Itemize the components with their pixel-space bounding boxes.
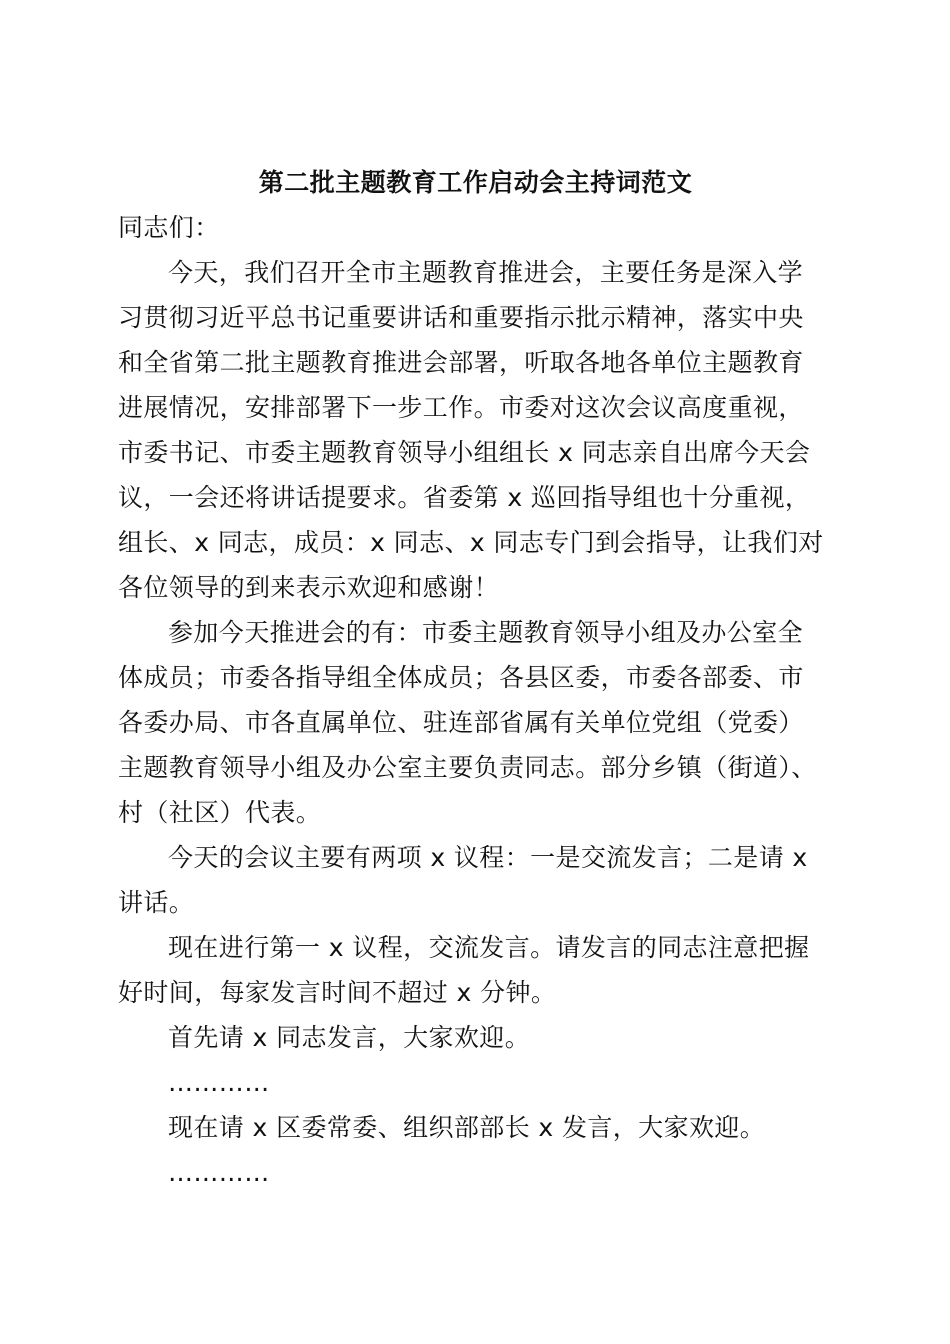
text-line: 和全省第二批主题教育推进会部署，听取各地各单位主题教育 bbox=[118, 348, 804, 377]
document-page bbox=[118, 160, 833, 1195]
text-line: 首先请 x 同志发言，大家欢迎。 bbox=[168, 1023, 531, 1052]
text-line: 同志们： bbox=[118, 213, 220, 242]
document-title: 第二批主题教育工作启动会主持词范文 bbox=[258, 168, 693, 197]
text-line: 各委办局、市各直属单位、驻连部省属有关单位党组（党委） bbox=[118, 708, 804, 737]
text-line: ………… bbox=[168, 1158, 270, 1187]
text-line: 好时间，每家发言时间不超过 x 分钟。 bbox=[118, 978, 557, 1007]
text-line: 各位领导的到来表示欢迎和感谢！ bbox=[118, 573, 500, 602]
text-line: 习贯彻习近平总书记重要讲话和重要指示批示精神，落实中央 bbox=[118, 303, 804, 332]
text-line: 今天，我们召开全市主题教育推进会，主要任务是深入学 bbox=[168, 258, 804, 287]
document-body bbox=[118, 205, 833, 1195]
text-line: 议，一会还将讲话提要求。省委第 x 巡回指导组也十分重视， bbox=[118, 483, 811, 512]
text-line: 主题教育领导小组及办公室主要负责同志。部分乡镇（街道）、 bbox=[118, 753, 817, 782]
text-line: 组长、x 同志，成员：x 同志、x 同志专门到会指导，让我们对 bbox=[118, 528, 824, 557]
text-line: 现在请 x 区委常委、组织部部长 x 发言，大家欢迎。 bbox=[168, 1113, 766, 1142]
text-line: 现在进行第一 x 议程，交流发言。请发言的同志注意把握 bbox=[168, 933, 810, 962]
text-line: ………… bbox=[168, 1068, 270, 1097]
text-line: 村（社区）代表。 bbox=[118, 798, 322, 827]
text-line: 市委书记、市委主题教育领导小组组长 x 同志亲自出席今天会 bbox=[118, 438, 811, 467]
text-line: 进展情况，安排部署下一步工作。市委对这次会议高度重视， bbox=[118, 393, 804, 422]
text-line: 体成员；市委各指导组全体成员；各县区委，市委各部委、市 bbox=[118, 663, 804, 692]
text-line: 讲话。 bbox=[118, 888, 195, 917]
text-line: 今天的会议主要有两项 x 议程：一是交流发言；二是请 x bbox=[168, 843, 808, 872]
text-line: 参加今天推进会的有：市委主题教育领导小组及办公室全 bbox=[168, 618, 804, 647]
